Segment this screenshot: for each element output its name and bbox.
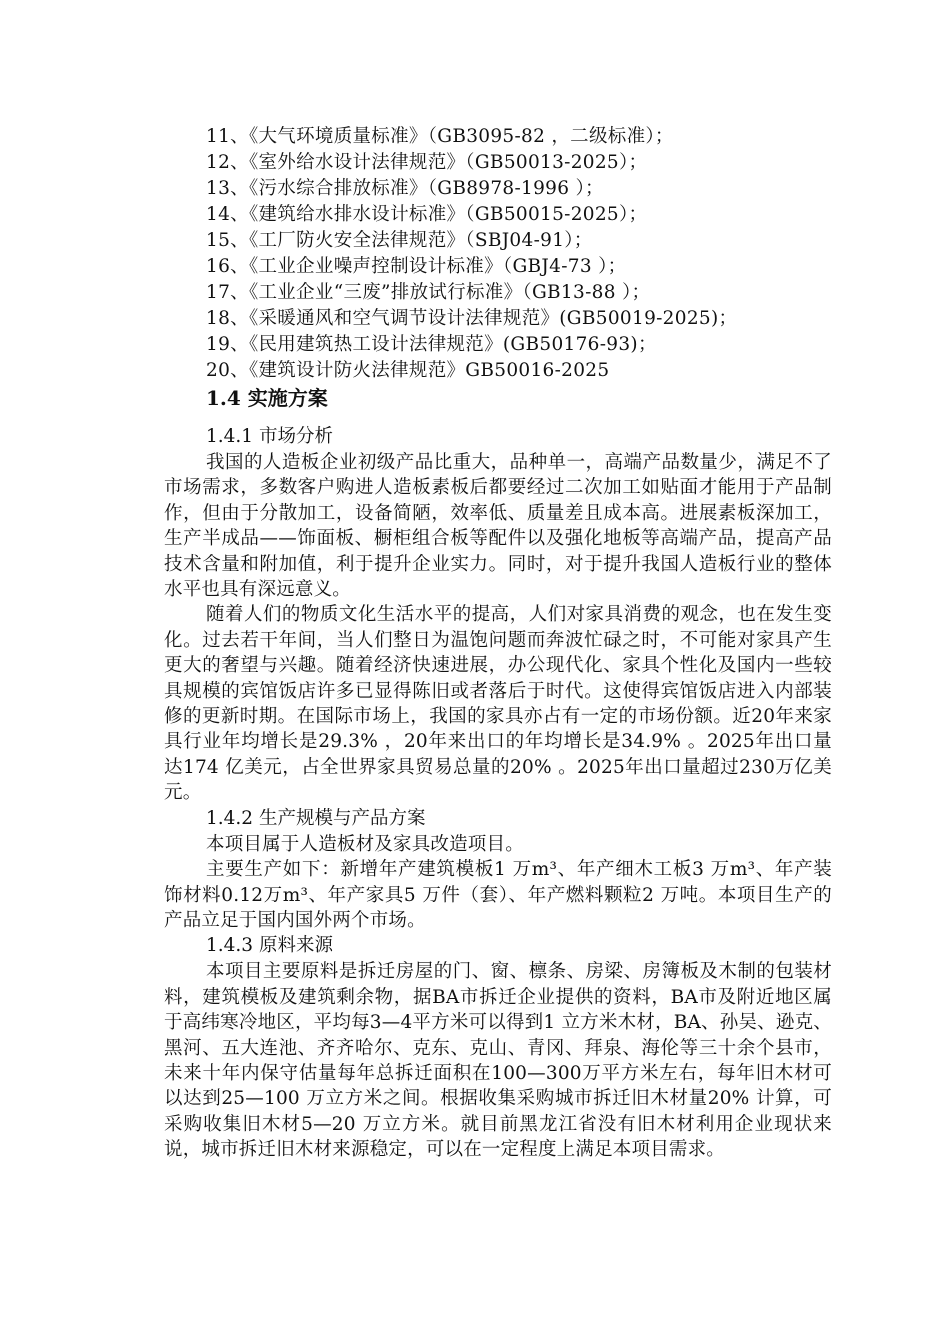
paragraph: 随着人们的物质文化生活水平的提高，人们对家具消费的观念，也在发生变化。过去若干年间，当人们整日为温饱问题而奔波忙碌之时，不可能对家具产生更大的奢望与兴趣。随着经济快速进展，办公现代化、家具个性化及国内一些较具规模的宾馆饭店许多已显得陈旧或者落后于时代。这使得宾馆饭店进入内部装修的更新时期。在国际市场上，我国的家具亦占有一定的市场份额。近20年来家具行业年均增长是29.3% ，20年来出口的年均增长是34.9% 。2025年出口量达174 亿美元，占全世界家具贸易总量的20% 。2025年出口量超过230万亿美元。 [164, 604, 832, 804]
paragraph: 本项目属于人造板材及家具改造项目。 [206, 833, 524, 855]
paragraph: 我国的人造板企业初级产品比重大，品种单一，高端产品数量少，满足不了市场需求，多数客户购进人造板素板后都要经过二次加工如贴面才能用于产品制作，但由于分散加工，设备简陋，效率低、质量差且成本高。进展素板深加工，生产半成品——饰面板、橱柜组合板等配件以及强化地板等高端产品，提高产品技术含量和附加值，利于提升企业实力。同时，对于提升我国人造板行业的整体水平也具有深远意义。 [164, 452, 832, 601]
reference-item: 14、《建筑给水排水设计标准》（GB50015-2025）； [206, 204, 648, 225]
reference-item: 12、《室外给水设计法律规范》（GB50013-2025）； [206, 152, 648, 173]
reference-item: 15、《工厂防火安全法律规范》（SBJ04-91）； [206, 230, 593, 251]
reference-item: 17、《工业企业“三废”排放试行标准》（GB13-88 ）； [206, 282, 651, 303]
reference-item: 13、《污水综合排放标准》（GB8978-1996 ）； [206, 178, 604, 199]
section-heading: 1.4 实施方案 [206, 386, 328, 410]
subsection-title-production-scale: 1.4.2 生产规模与产品方案 [206, 807, 426, 829]
reference-item: 16、《工业企业噪声控制设计标准》（GBJ4-73 ）； [206, 256, 627, 277]
paragraph: 主要生产如下：新增年产建筑模板1 万m³、年产细木工板3 万m³、年产装饰材料0.12万m³、年产家具5 万件（套）、年产燃料颗粒2 万吨。本项目生产的产品立足于国内国外两个市场。 [164, 859, 832, 931]
reference-item: 18、《采暖通风和空气调节设计法律规范》(GB50019-2025)； [206, 308, 738, 329]
reference-item: 11、《大气环境质量标准》（GB3095-82 ，二级标准）； [206, 126, 674, 147]
subsection-title-market-analysis: 1.4.1 市场分析 [206, 426, 333, 447]
section-body [164, 424, 832, 1163]
reference-item: 20、《建筑设计防火法律规范》GB50016-2025 [206, 360, 610, 381]
subsection-title-raw-materials: 1.4.3 原料来源 [206, 935, 333, 957]
reference-item: 19、《民用建筑热工设计法律规范》(GB50176-93)； [206, 334, 657, 355]
paragraph: 本项目主要原料是拆迁房屋的门、窗、檩条、房梁、房簿板及木制的包装材料，建筑模板及建筑剩余物，据BA市拆迁企业提供的资料，BA市及附近地区属于高纬寒冷地区，平均每3—4平方米可以得到1 立方米木材，BA、孙吴、逊克、黑河、五大连池、齐齐哈尔、克东、克山、青冈、拜泉、海伦等三十余个县市，未来十年内保守估量每年总拆迁面积在100—300万平方米左右，每年旧木材可以达到25—100 万立方米之间。根据收集采购城市拆迁旧木材量20% 计算，可采购收集旧木材5—20 万立方米。就目前黑龙江省没有旧木材利用企业现状来说，城市拆迁旧木材来源稳定，可以在一定程度上满足本项目需求。 [164, 961, 832, 1161]
reference-list [206, 124, 866, 384]
